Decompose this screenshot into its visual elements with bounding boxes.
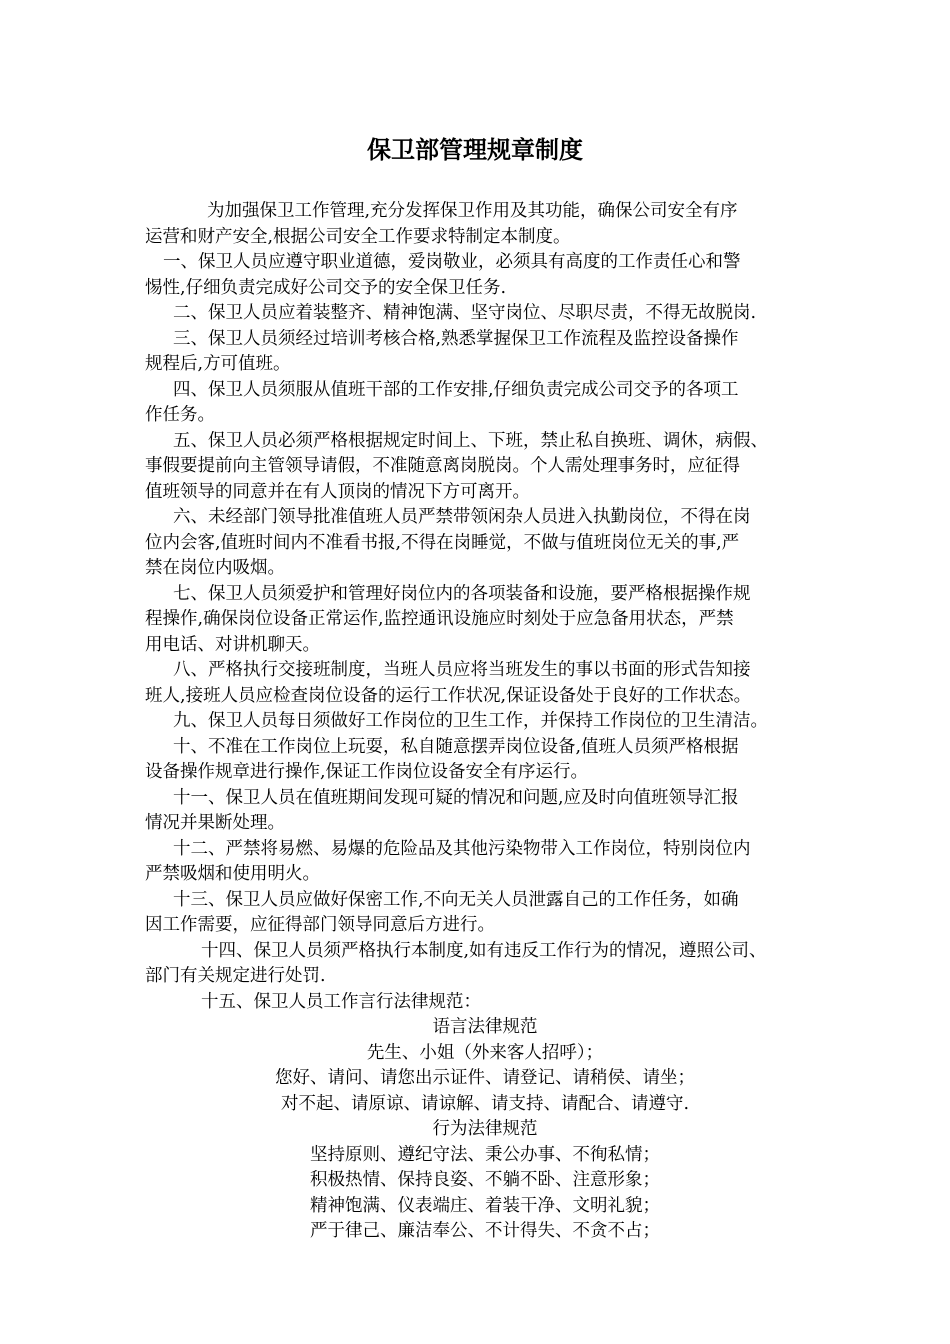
paragraph: [145, 709, 825, 735]
paragraph: [145, 658, 825, 709]
paragraph-line: 事假要提前向主管领导请假，不准随意离岗脱岗。个人需处理事务时，应征得: [145, 456, 740, 476]
paragraph-line: 班人,接班人员应检查岗位设备的运行工作状况,保证设备处于良好的工作状态。: [145, 685, 752, 706]
paragraph-line: 运营和财产安全,根据公司安全工作要求特制定本制度。: [145, 226, 571, 247]
paragraph-line: 严禁吸烟和使用明火。: [145, 864, 320, 884]
paragraph-line: 禁在岗位内吸烟。: [145, 558, 285, 578]
paragraph: [145, 199, 825, 250]
paragraph-line: 九、保卫人员每日须做好工作岗位的卫生工作，并保持工作岗位的卫生清洁。: [173, 711, 768, 731]
paragraph: [145, 327, 825, 378]
paragraph-line: 用电话、对讲机聊天。: [145, 634, 320, 655]
centered-line: 精神饱满、仪表端庄、着装干净、文明礼貌；: [310, 1195, 660, 1216]
paragraph-line: 十、不准在工作岗位上玩耍，私自随意摆弄岗位设备,值班人员须严格根据: [173, 736, 739, 757]
paragraph: [145, 837, 825, 888]
paragraph-line: 惕性,仔细负责完成好公司交予的安全保卫任务.: [145, 277, 507, 298]
paragraph-line: 因工作需要，应征得部门领导同意后方进行。: [145, 915, 495, 935]
paragraph-line: 部门有关规定进行处罚.: [145, 966, 326, 986]
paragraph: [145, 939, 825, 990]
document-body: [145, 199, 825, 1245]
paragraph-line: 值班领导的同意并在有人顶岗的情况下方可离开。: [145, 481, 530, 502]
paragraph-line: 位内会客,值班时间内不准看书报,不得在岗睡觉，不做与值班岗位无关的事,严: [145, 532, 740, 553]
paragraph-line: 程操作,确保岗位设备正常运作,监控通讯设施应时刻处于应急备用状态，严禁: [145, 609, 734, 629]
paragraph: [145, 250, 825, 301]
paragraph-line: 情况并果断处理。: [145, 813, 285, 833]
paragraph: [145, 378, 825, 429]
paragraph-line: 八、严格执行交接班制度，当班人员应将当班发生的事以书面的形式告知接: [173, 660, 751, 680]
centered-line: 行为法律规范: [432, 1119, 538, 1139]
centered-line: 严于律己、廉洁奉公、不计得失、不贪不占；: [310, 1221, 660, 1241]
paragraph-line: 作任务。: [145, 405, 215, 425]
paragraph: [145, 582, 825, 659]
paragraph: [145, 301, 825, 327]
paragraph-line: 规程后,方可值班。: [145, 354, 291, 374]
paragraph: [145, 786, 825, 837]
centered-line: 语言法律规范: [432, 1017, 538, 1037]
centered-line: 坚持原则、遵纪守法、秉公办事、不徇私情；: [310, 1144, 660, 1165]
paragraph-line: 十一、保卫人员在值班期间发现可疑的情况和问题,应及时向值班领导汇报: [173, 787, 739, 808]
paragraph: [145, 429, 825, 506]
paragraph: [145, 990, 825, 1016]
paragraph-line: 一、保卫人员应遵守职业道德，爱岗敬业，必须具有高度的工作责任心和警: [163, 252, 741, 272]
page-title: 保卫部管理规章制度: [367, 135, 583, 164]
paragraph-line: 五、保卫人员必须严格根据规定时间上、下班，禁止私自换班、调休，病假、: [173, 430, 768, 451]
centered-line: 先生、小姐（外来客人招呼）；: [366, 1042, 604, 1063]
paragraph: [145, 505, 825, 582]
centered-line: 您好、请问、请您出示证件、请登记、请稍侯、请坐；: [275, 1068, 695, 1088]
centered-line: 积极热情、保持良姿、不躺不卧、注意形象；: [310, 1170, 660, 1190]
paragraph-line: 六、未经部门领导批准值班人员严禁带领闲杂人员进入执勤岗位，不得在岗: [173, 507, 751, 527]
paragraph-line: 十五、保卫人员工作言行法律规范：: [201, 991, 481, 1012]
paragraph-line: 十三、保卫人员应做好保密工作,不向无关人员泄露自己的工作任务，如确: [173, 889, 739, 910]
paragraph: [145, 888, 825, 939]
paragraph-line: 设备操作规章进行操作,保证工作岗位设备安全有序运行。: [145, 762, 589, 782]
paragraph-line: 三、保卫人员须经过培训考核合格,熟悉掌握保卫工作流程及监控设备操作: [173, 328, 739, 349]
paragraph-line: 十二、严禁将易燃、易爆的危险品及其他污染物带入工作岗位，特别岗位内: [173, 838, 751, 859]
paragraph-line: 二、保卫人员应着装整齐、精神饱满、坚守岗位、尽职尽责，不得无故脱岗.: [173, 303, 757, 323]
paragraph-line: 为加强保卫工作管理,充分发挥保卫作用及其功能，确保公司安全有序: [207, 201, 738, 221]
paragraph-line: 七、保卫人员须爱护和管理好岗位内的各项装备和设施，要严格根据操作规: [173, 583, 751, 604]
paragraph-line: 四、保卫人员须服从值班干部的工作安排,仔细负责完成公司交予的各项工: [173, 379, 739, 400]
centered-line: 对不起、请原谅、请谅解、请支持、请配合、请遵守.: [280, 1093, 690, 1114]
paragraph: [145, 735, 825, 786]
paragraph-line: 十四、保卫人员须严格执行本制度,如有违反工作行为的情况，遵照公司、: [201, 940, 767, 961]
